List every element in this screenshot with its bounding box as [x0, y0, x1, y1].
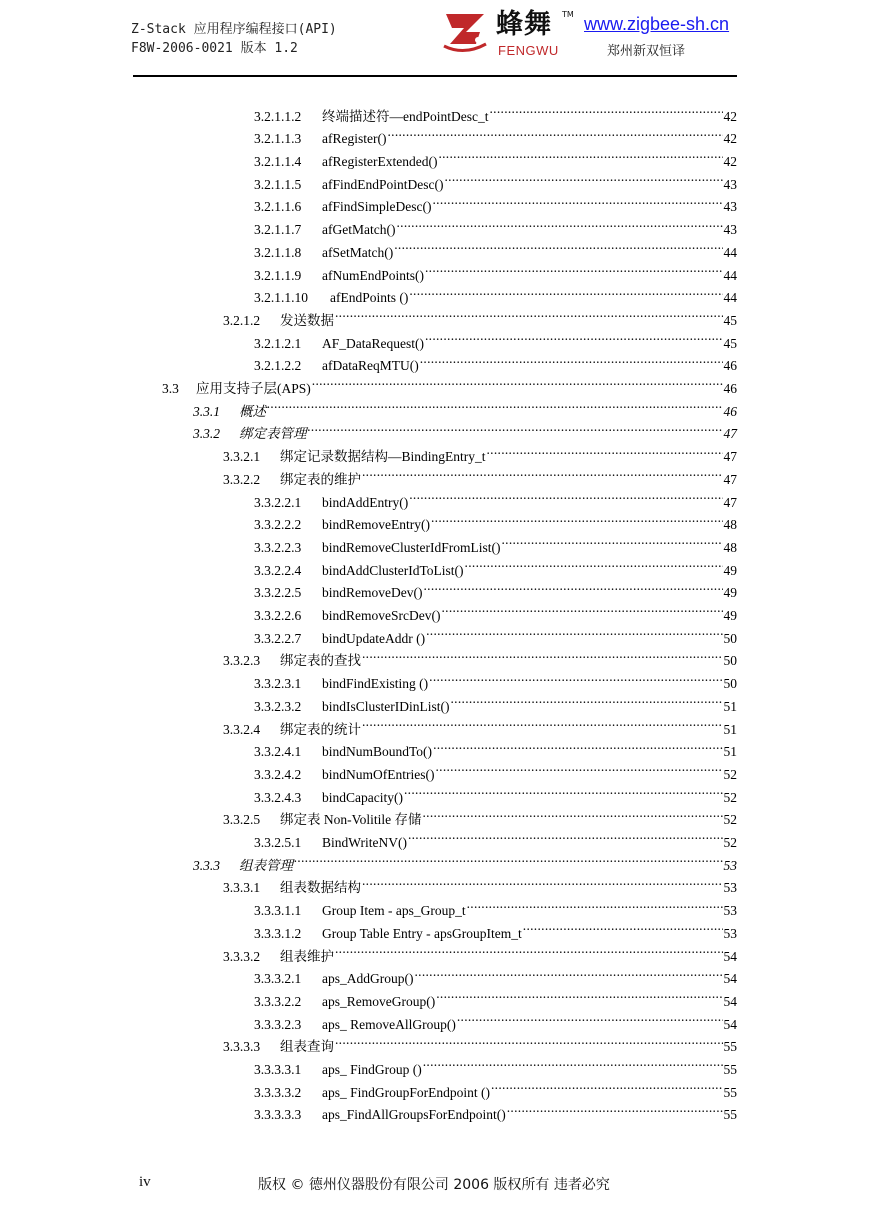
toc-entry[interactable] — [223, 439, 737, 465]
toc-section-number: 3.2.1.1.10 — [254, 290, 308, 306]
toc-section-title: aps_RemoveGroup() — [322, 993, 436, 1009]
toc-entry[interactable] — [223, 802, 737, 828]
toc-section-title: 发送数据 — [280, 312, 334, 328]
toc-entry[interactable] — [254, 552, 737, 578]
toc-page-number: 53 — [723, 880, 737, 896]
toc-dot-leader — [335, 938, 723, 961]
toc-section-number: 3.2.1.1.5 — [254, 176, 302, 192]
header-divider — [133, 75, 737, 77]
toc-section-number: 3.3.3.1 — [223, 880, 261, 896]
toc-entry[interactable] — [254, 915, 737, 941]
toc-section-title: 组表维护 — [280, 948, 334, 964]
toc-dot-leader — [429, 666, 722, 689]
toc-page-number: 53 — [723, 903, 737, 919]
toc-entry[interactable] — [254, 212, 737, 238]
toc-entry[interactable] — [254, 1051, 737, 1078]
toc-dot-leader — [444, 166, 722, 189]
toc-dot-leader — [501, 529, 722, 552]
toc-section-title: afFindEndPointDesc() — [322, 176, 444, 192]
toc-entry[interactable] — [254, 143, 737, 170]
toc-section-title: 组表管理 — [239, 857, 293, 873]
fengwu-logo — [440, 8, 580, 60]
toc-section-title: 绑定表的维护 — [280, 471, 361, 487]
toc-page-number: 49 — [723, 562, 737, 578]
toc-entry[interactable] — [254, 1074, 737, 1100]
toc-dot-leader — [294, 847, 723, 870]
toc-page-number: 48 — [723, 517, 737, 533]
toc-page-number: 55 — [723, 1084, 737, 1100]
toc-section-number: 3.2.1.1.9 — [254, 267, 302, 283]
toc-entry[interactable] — [254, 824, 737, 851]
logo-trademark: TM — [562, 10, 574, 19]
toc-section-number: 3.3.3.2 — [223, 948, 261, 964]
toc-dot-leader — [433, 734, 722, 757]
toc-page-number: 55 — [723, 1107, 737, 1123]
toc-page-number: 45 — [723, 312, 737, 328]
toc-page-number: 47 — [723, 449, 737, 465]
toc-dot-leader — [267, 393, 723, 416]
toc-dot-leader — [409, 484, 722, 507]
toc-dot-leader — [394, 234, 722, 257]
toc-entry[interactable] — [193, 393, 737, 419]
toc-page-number: 53 — [723, 857, 737, 873]
toc-section-number: 3.3.2.5 — [223, 812, 261, 828]
logo-mark-icon — [440, 10, 490, 56]
toc-entry[interactable] — [254, 189, 737, 215]
footer-copyright: 版权 © 德州仪器股份有限公司 2006 版权所有 违者必究 — [258, 1177, 610, 1193]
toc-entry[interactable] — [254, 234, 737, 260]
toc-section-title: 组表查询 — [280, 1039, 334, 1055]
toc-entry[interactable] — [254, 779, 737, 805]
toc-entry[interactable] — [254, 280, 737, 306]
toc-entry[interactable] — [254, 597, 737, 624]
toc-section-number: 3.3.3.3.2 — [254, 1084, 302, 1100]
toc-page-number: 43 — [723, 199, 737, 215]
toc-entry[interactable] — [254, 507, 737, 533]
toc-section-title: 概述 — [239, 403, 266, 419]
toc-page-number: 52 — [723, 766, 737, 782]
toc-entry[interactable] — [254, 961, 737, 987]
toc-section-title: bindRemoveEntry() — [322, 517, 430, 533]
toc-entry[interactable] — [254, 756, 737, 782]
toc-section-number: 3.2.1.1.8 — [254, 244, 302, 260]
toc-section-title: bindAddEntry() — [322, 494, 409, 510]
toc-page-number: 42 — [723, 131, 737, 147]
toc-dot-leader — [404, 779, 723, 802]
toc-dot-leader — [438, 143, 722, 166]
toc-dot-leader — [312, 370, 723, 393]
toc-section-title: 绑定表的查找 — [280, 653, 361, 669]
toc-section-title: 终端描述符—endPointDesc_t — [322, 108, 489, 124]
toc-dot-leader — [362, 711, 723, 734]
logo-chinese-text: 蜂舞 — [496, 9, 552, 40]
toc-section-title: aps_ FindGroup () — [322, 1062, 422, 1078]
toc-section-title: 绑定表管理 — [239, 426, 307, 442]
toc-dot-leader — [507, 1097, 723, 1120]
toc-section-title: 应用支持子层(APS) — [196, 381, 311, 397]
toc-section-number: 3.3.2.3.2 — [254, 698, 302, 714]
toc-section-title: afEndPoints () — [330, 290, 409, 306]
toc-section-title: afSetMatch() — [322, 244, 394, 260]
toc-page-number: 43 — [723, 222, 737, 238]
toc-section-title: 绑定表的统计 — [280, 721, 361, 737]
toc-dot-leader — [441, 597, 722, 620]
toc-section-number: 3.3.3.3 — [223, 1039, 261, 1055]
toc-dot-leader — [425, 325, 723, 348]
translator-credit: 郑州新双恒译 — [607, 44, 686, 59]
toc-page-number: 47 — [723, 494, 737, 510]
toc-entry[interactable] — [254, 893, 737, 919]
toc-page-number: 53 — [723, 925, 737, 941]
toc-entry[interactable] — [254, 575, 737, 601]
footer-page-number: iv — [139, 1174, 151, 1190]
toc-section-title: afFindSimpleDesc() — [322, 199, 432, 215]
toc-entry[interactable] — [254, 166, 737, 192]
toc-section-number: 3.3.2.4.3 — [254, 789, 302, 805]
toc-dot-leader — [414, 961, 722, 984]
toc-page-number: 47 — [723, 471, 737, 487]
toc-section-number: 3.3.3.2.3 — [254, 1016, 302, 1032]
toc-entry[interactable] — [254, 325, 737, 351]
toc-page-number: 52 — [723, 812, 737, 828]
toc-dot-leader — [426, 620, 722, 643]
toc-dot-leader — [491, 1074, 723, 1097]
toc-entry[interactable] — [193, 847, 737, 873]
toc-entry[interactable] — [223, 1029, 737, 1055]
toc-page-number: 47 — [723, 426, 737, 442]
toc-page-number: 44 — [723, 290, 737, 306]
website-link[interactable]: www.zigbee-sh.cn — [584, 14, 730, 34]
toc-section-number: 3.2.1.2.2 — [254, 358, 302, 374]
toc-entry[interactable] — [254, 484, 737, 510]
toc-dot-leader — [436, 983, 722, 1006]
toc-section-title: afRegisterExtended() — [322, 154, 438, 170]
toc-section-number: 3.3.2.2.5 — [254, 585, 302, 601]
toc-section-number: 3.2.1.1.7 — [254, 222, 302, 238]
toc-dot-leader — [308, 416, 723, 439]
document-id: F8W-2006-0021 版本 1.2 — [131, 41, 298, 56]
toc-section-number: 3.3.2.2 — [223, 471, 261, 487]
toc-page-number: 44 — [723, 267, 737, 283]
toc-section-title: bindCapacity() — [322, 789, 403, 805]
toc-section-number: 3.2.1.2 — [223, 312, 261, 328]
toc-dot-leader — [465, 552, 723, 575]
toc-page-number: 55 — [723, 1039, 737, 1055]
toc-page-number: 50 — [723, 676, 737, 692]
document-header — [131, 20, 337, 58]
toc-section-title: bindRemoveSrcDev() — [322, 608, 441, 624]
toc-entry[interactable] — [254, 348, 737, 374]
toc-dot-leader — [335, 1029, 723, 1052]
toc-page-number: 45 — [723, 335, 737, 351]
toc-section-title: bindIsClusterIDinList() — [322, 698, 450, 714]
toc-page-number: 46 — [723, 381, 737, 397]
toc-section-number: 3.2.1.2.1 — [254, 335, 302, 351]
toc-dot-leader — [387, 121, 722, 144]
toc-dot-leader — [431, 507, 723, 530]
toc-dot-leader — [409, 280, 722, 303]
toc-dot-leader — [420, 348, 723, 371]
toc-section-title: aps_ FindGroupForEndpoint () — [322, 1084, 490, 1100]
toc-section-title: afDataReqMTU() — [322, 358, 419, 374]
toc-section-title: bindFindExisting () — [322, 676, 429, 692]
toc-page-number: 43 — [723, 176, 737, 192]
toc-section-number: 3.3.2.3 — [223, 653, 261, 669]
toc-page-number: 50 — [723, 653, 737, 669]
toc-section-number: 3.2.1.1.6 — [254, 199, 302, 215]
toc-section-title: 组表数据结构 — [280, 880, 361, 896]
toc-entry[interactable] — [254, 620, 737, 646]
toc-section-title: bindUpdateAddr () — [322, 630, 426, 646]
toc-dot-leader — [408, 824, 723, 847]
toc-page-number: 46 — [723, 403, 737, 419]
toc-section-number: 3.2.1.1.2 — [254, 108, 302, 124]
toc-entry[interactable] — [254, 983, 737, 1009]
toc-dot-leader — [423, 575, 722, 598]
toc-page-number: 54 — [723, 993, 737, 1009]
document-title: Z-Stack 应用程序编程接口(API) — [131, 22, 337, 37]
toc-section-title: afRegister() — [322, 131, 387, 147]
toc-entry[interactable] — [223, 711, 737, 737]
toc-section-number: 3.3.2.3.1 — [254, 676, 302, 692]
toc-page-number: 44 — [723, 244, 737, 260]
toc-section-title: bindNumOfEntries() — [322, 766, 435, 782]
toc-section-number: 3.3.3.1.2 — [254, 925, 302, 941]
toc-entry[interactable] — [223, 643, 737, 669]
toc-entry[interactable] — [223, 938, 737, 964]
toc-section-number: 3.3.2.2.6 — [254, 608, 302, 624]
toc-dot-leader — [487, 439, 723, 462]
toc-section-title: aps_ RemoveAllGroup() — [322, 1016, 456, 1032]
toc-section-number: 3.3.3.3.1 — [254, 1062, 302, 1078]
toc-page-number: 55 — [723, 1062, 737, 1078]
toc-entry[interactable] — [223, 870, 737, 896]
toc-section-title: bindNumBoundTo() — [322, 744, 433, 760]
toc-section-number: 3.3.3.2.1 — [254, 971, 302, 987]
page-footer — [0, 1172, 869, 1194]
toc-entry[interactable] — [254, 688, 737, 714]
toc-section-number: 3.3.3.3.3 — [254, 1107, 302, 1123]
toc-entry[interactable] — [193, 416, 737, 442]
toc-section-number: 3.3.1 — [193, 403, 220, 419]
toc-page-number: 51 — [723, 744, 737, 760]
toc-entry[interactable] — [254, 257, 737, 283]
toc-dot-leader — [523, 915, 723, 938]
toc-page-number: 54 — [723, 971, 737, 987]
toc-page-number: 54 — [723, 1016, 737, 1032]
toc-dot-leader — [396, 212, 722, 235]
toc-section-title: BindWriteNV() — [322, 835, 407, 851]
toc-section-number: 3.3.3.2.2 — [254, 993, 302, 1009]
toc-dot-leader — [423, 1051, 723, 1074]
toc-section-title: Group Table Entry - apsGroupItem_t — [322, 925, 522, 941]
toc-entry[interactable] — [254, 666, 737, 692]
toc-dot-leader — [362, 461, 723, 484]
toc-entry[interactable] — [223, 302, 737, 328]
toc-section-number: 3.2.1.1.4 — [254, 154, 302, 170]
toc-section-number: 3.3.2.2.7 — [254, 630, 302, 646]
toc-section-title: 绑定记录数据结构—BindingEntry_t — [280, 449, 486, 465]
toc-section-title: Group Item - aps_Group_t — [322, 903, 466, 919]
toc-entry[interactable] — [254, 1097, 737, 1123]
toc-entry[interactable] — [223, 461, 737, 487]
toc-entry[interactable] — [254, 529, 737, 555]
toc-section-title: afNumEndPoints() — [322, 267, 424, 283]
toc-page-number: 42 — [723, 154, 737, 170]
toc-section-title: 绑定表 Non-Volitile 存储 — [280, 812, 422, 828]
toc-dot-leader — [432, 189, 722, 212]
toc-dot-leader — [457, 1006, 723, 1029]
toc-section-title: aps_FindAllGroupsForEndpoint() — [322, 1107, 506, 1123]
logo-english-text: FENGWU — [498, 43, 559, 58]
toc-page-number: 49 — [723, 608, 737, 624]
toc-page-number: 54 — [723, 948, 737, 964]
toc-dot-leader — [335, 302, 723, 325]
toc-section-number: 3.3.2 — [193, 426, 220, 442]
toc-entry[interactable] — [254, 1006, 737, 1032]
toc-dot-leader — [362, 643, 723, 666]
toc-dot-leader — [425, 257, 723, 280]
toc-entry[interactable] — [254, 121, 737, 147]
toc-dot-leader — [435, 756, 722, 779]
toc-section-number: 3.3.2.2.2 — [254, 517, 302, 533]
toc-page-number: 51 — [723, 698, 737, 714]
toc-section-number: 3.3.3 — [193, 857, 220, 873]
toc-page-number: 52 — [723, 789, 737, 805]
toc-section-number: 3.3 — [162, 381, 179, 397]
toc-page-number: 49 — [723, 585, 737, 601]
toc-dot-leader — [362, 870, 723, 893]
toc-dot-leader — [490, 98, 723, 121]
toc-entry[interactable] — [162, 370, 737, 397]
toc-dot-leader — [451, 688, 723, 711]
toc-section-number: 3.3.2.4.2 — [254, 766, 302, 782]
toc-page-number: 42 — [723, 108, 737, 124]
toc-section-title: afGetMatch() — [322, 222, 396, 238]
toc-section-number: 3.3.2.5.1 — [254, 835, 302, 851]
toc-page-number: 46 — [723, 358, 737, 374]
toc-section-number: 3.3.3.1.1 — [254, 903, 302, 919]
toc-section-title: aps_AddGroup() — [322, 971, 414, 987]
toc-page-number: 50 — [723, 630, 737, 646]
toc-dot-leader — [467, 893, 723, 916]
toc-page-number: 51 — [723, 721, 737, 737]
toc-section-number: 3.3.2.2.3 — [254, 539, 302, 555]
toc-section-number: 3.3.2.2.4 — [254, 562, 302, 578]
toc-section-title: bindAddClusterIdToList() — [322, 562, 464, 578]
toc-section-number: 3.3.2.4 — [223, 721, 261, 737]
toc-section-title: AF_DataRequest() — [322, 335, 424, 351]
toc-section-number: 3.2.1.1.3 — [254, 131, 302, 147]
toc-section-number: 3.3.2.1 — [223, 449, 261, 465]
toc-page-number: 52 — [723, 835, 737, 851]
toc-section-number: 3.3.2.4.1 — [254, 744, 302, 760]
toc-page-number: 48 — [723, 539, 737, 555]
toc-entry[interactable] — [254, 98, 737, 124]
toc-section-title: bindRemoveClusterIdFromList() — [322, 539, 501, 555]
toc-entry[interactable] — [254, 734, 737, 760]
toc-dot-leader — [423, 802, 723, 825]
toc-section-title: bindRemoveDev() — [322, 585, 423, 601]
toc-section-number: 3.3.2.2.1 — [254, 494, 302, 510]
